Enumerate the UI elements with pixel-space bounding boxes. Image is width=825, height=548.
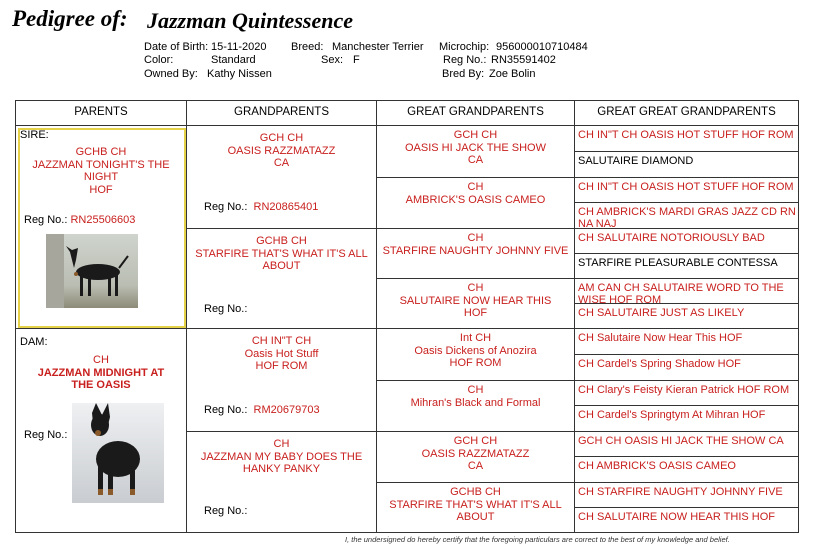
grandparent-reg-label: Reg No.: — [204, 303, 248, 315]
great-grandparent-title: CH — [467, 282, 484, 294]
dam-photo — [72, 403, 164, 503]
great-grandparent-cell — [376, 228, 575, 279]
great-grandparent-cell — [376, 177, 575, 229]
great-grandparent-name: STARFIRE NAUGHTY JOHNNY FIVE — [382, 244, 569, 257]
ggg-cell: CH SALUTAIRE NOW HEAR THIS HOF — [574, 507, 799, 533]
sire-reg-row — [24, 214, 135, 226]
sire-dog-image — [46, 234, 138, 308]
sire-reg-value: RN25506603 — [70, 214, 136, 226]
breed-label: Breed: — [291, 41, 324, 53]
great-grandparent-suffix: ABOUT — [456, 511, 495, 523]
great-grandparent-name: AMBRICK'S OASIS CAMEO — [405, 193, 546, 206]
grandparent-cell — [186, 431, 377, 533]
ggg-cell: CH STARFIRE NAUGHTY JOHNNY FIVE — [574, 482, 799, 508]
ggg-cell: CH SALUTAIRE NOTORIOUSLY BAD — [574, 228, 799, 254]
great-grandparent-title: CH — [467, 232, 484, 244]
ggg-cell: CH AMBRICK'S MARDI GRAS JAZZ CD RN NA NAJ — [574, 202, 799, 229]
dog-name: Jazzman Quintessence — [147, 8, 353, 33]
grandparent-cell — [186, 328, 377, 432]
grandparent-reg-row — [204, 303, 250, 315]
grandparent-reg-label: Reg No.: — [204, 505, 248, 517]
great-grandparent-title: Int CH — [459, 332, 492, 344]
owner-value: Kathy Nissen — [207, 68, 272, 80]
ggg-cell: CH IN"T CH OASIS HOT STUFF HOF ROM — [574, 125, 799, 152]
great-grandparent-title: CH — [467, 181, 484, 193]
grandparent-reg-row — [204, 404, 320, 416]
bredby-label: Bred By: — [442, 68, 485, 80]
col-header-great-great-grandparents: GREAT GREAT GRANDPARENTS — [574, 100, 799, 126]
dam-role: DAM: — [20, 336, 48, 348]
dam-name: JAZZMAN MIDNIGHT AT THE OASIS — [37, 366, 165, 391]
great-grandparent-name: Oasis Dickens of Anozira — [414, 344, 537, 357]
ggg-cell: GCH CH OASIS HI JACK THE SHOW CA — [574, 431, 799, 457]
grandparent-name: JAZZMAN MY BABY DOES THE HANKY PANKY — [200, 450, 363, 475]
col-header-grandparents: GRANDPARENTS — [186, 100, 377, 126]
grandparent-cell — [186, 125, 377, 229]
grandparent-title: GCHB CH — [256, 235, 307, 247]
sire-role: SIRE: — [20, 129, 49, 141]
grandparent-reg-value: RM20679703 — [253, 404, 320, 416]
microchip-value: 956000010710484 — [496, 41, 588, 53]
great-grandparent-suffix: CA — [467, 460, 484, 472]
grandparent-name-block — [193, 235, 370, 273]
color-label: Color: — [144, 54, 174, 66]
grandparent-name: Oasis Hot Stuff — [244, 347, 319, 360]
sex-label: Sex: — [321, 54, 344, 66]
breed-value: Manchester Terrier — [332, 41, 424, 53]
grandparent-reg-row — [204, 505, 250, 517]
grandparent-name-block — [193, 132, 370, 170]
ggg-cell: CH SALUTAIRE JUST AS LIKELY — [574, 303, 799, 329]
grandparent-title: CH — [273, 438, 290, 450]
sex-value: F — [353, 54, 360, 66]
great-grandparent-name: OASIS HI JACK THE SHOW — [405, 141, 546, 154]
title-label: Pedigree of: — [12, 6, 128, 31]
grandparent-reg-row — [204, 201, 318, 213]
ggg-cell: CH Salutaire Now Hear This HOF — [574, 328, 799, 355]
regno-label: Reg No.: — [443, 54, 487, 66]
grandparent-reg-label: Reg No.: — [204, 201, 248, 213]
great-grandparent-cell — [376, 328, 575, 381]
col-header-great-grandparents: GREAT GRANDPARENTS — [376, 100, 575, 126]
dam-name-block — [26, 354, 176, 392]
great-grandparent-title: GCH CH — [453, 435, 498, 447]
great-grandparent-title: CH — [467, 384, 484, 396]
ggg-cell: STARFIRE PLEASURABLE CONTESSA — [574, 253, 799, 279]
regno-value: RN35591402 — [491, 54, 556, 66]
grandparent-suffix: CA — [273, 157, 290, 169]
great-grandparent-name: SALUTAIRE NOW HEAR THIS — [399, 294, 552, 307]
grandparent-name-block — [193, 335, 370, 373]
dam-dog-image — [72, 403, 164, 503]
color-value: Standard — [211, 54, 256, 66]
great-grandparent-name: OASIS RAZZMATAZZ — [421, 447, 530, 460]
grandparent-name-block — [193, 438, 370, 476]
grandparent-title: GCH CH — [259, 132, 304, 144]
grandparent-reg-label: Reg No.: — [204, 404, 248, 416]
dob-value: 15-11-2020 — [211, 41, 267, 53]
ggg-cell: CH Cardel's Spring Shadow HOF — [574, 354, 799, 381]
ggg-cell: CH Clary's Feisty Kieran Patrick HOF ROM — [574, 380, 799, 406]
great-grandparent-cell — [376, 278, 575, 329]
sire-photo — [46, 234, 138, 308]
great-grandparent-suffix: CA — [467, 154, 484, 166]
sire-title: GCHB CH — [75, 146, 127, 158]
great-grandparent-cell — [376, 431, 575, 483]
sire-name-block — [26, 146, 176, 196]
dam-reg-row — [24, 429, 67, 441]
great-grandparent-suffix: HOF ROM — [449, 357, 502, 369]
ggg-cell: AM CAN CH SALUTAIRE WORD TO THE WISE HOF ROM — [574, 278, 799, 304]
grandparent-name: STARFIRE THAT'S WHAT IT'S ALL ABOUT — [195, 247, 368, 272]
sire-name: JAZZMAN TONIGHT'S THE NIGHT — [32, 158, 170, 183]
grandparent-cell — [186, 228, 377, 329]
sire-reg-label: Reg No.: — [24, 214, 68, 226]
great-grandparent-name: Mihran's Black and Formal — [410, 396, 541, 409]
col-header-parents: PARENTS — [15, 100, 187, 126]
grandparent-name: OASIS RAZZMATAZZ — [227, 144, 336, 157]
dam-reg-label: Reg No.: — [24, 429, 68, 441]
owner-label: Owned By: — [144, 68, 198, 80]
dam-title: CH — [93, 354, 109, 366]
sire-cell — [15, 125, 187, 329]
great-grandparent-cell — [376, 482, 575, 533]
grandparent-reg-value: RN20865401 — [253, 201, 319, 213]
ggg-cell: CH AMBRICK'S OASIS CAMEO — [574, 456, 799, 483]
certification-footer: I, the undersigned do hereby certify that the foregoing particulars are correct to the best of my knowledge and belief. — [345, 535, 730, 544]
great-grandparent-title: GCH CH — [453, 129, 498, 141]
grandparent-title: CH IN"T CH — [251, 335, 312, 347]
great-grandparent-title: GCHB CH — [450, 486, 501, 498]
great-grandparent-suffix: HOF — [463, 307, 488, 319]
bredby-value: Zoe Bolin — [489, 68, 536, 80]
ggg-cell: SALUTAIRE DIAMOND — [574, 151, 799, 178]
grandparent-suffix: HOF ROM — [255, 360, 308, 372]
ggg-cell: CH Cardel's Springtym At Mihran HOF — [574, 405, 799, 432]
great-grandparent-cell — [376, 380, 575, 432]
dob-label: Date of Birth: — [144, 41, 209, 53]
ggg-cell: CH IN"T CH OASIS HOT STUFF HOF ROM — [574, 177, 799, 203]
dam-cell — [15, 328, 187, 533]
great-grandparent-cell — [376, 125, 575, 178]
microchip-label: Microchip: — [439, 41, 490, 53]
great-grandparent-name: STARFIRE THAT'S WHAT IT'S ALL — [389, 498, 562, 511]
sire-suffix: HOF — [89, 183, 113, 196]
